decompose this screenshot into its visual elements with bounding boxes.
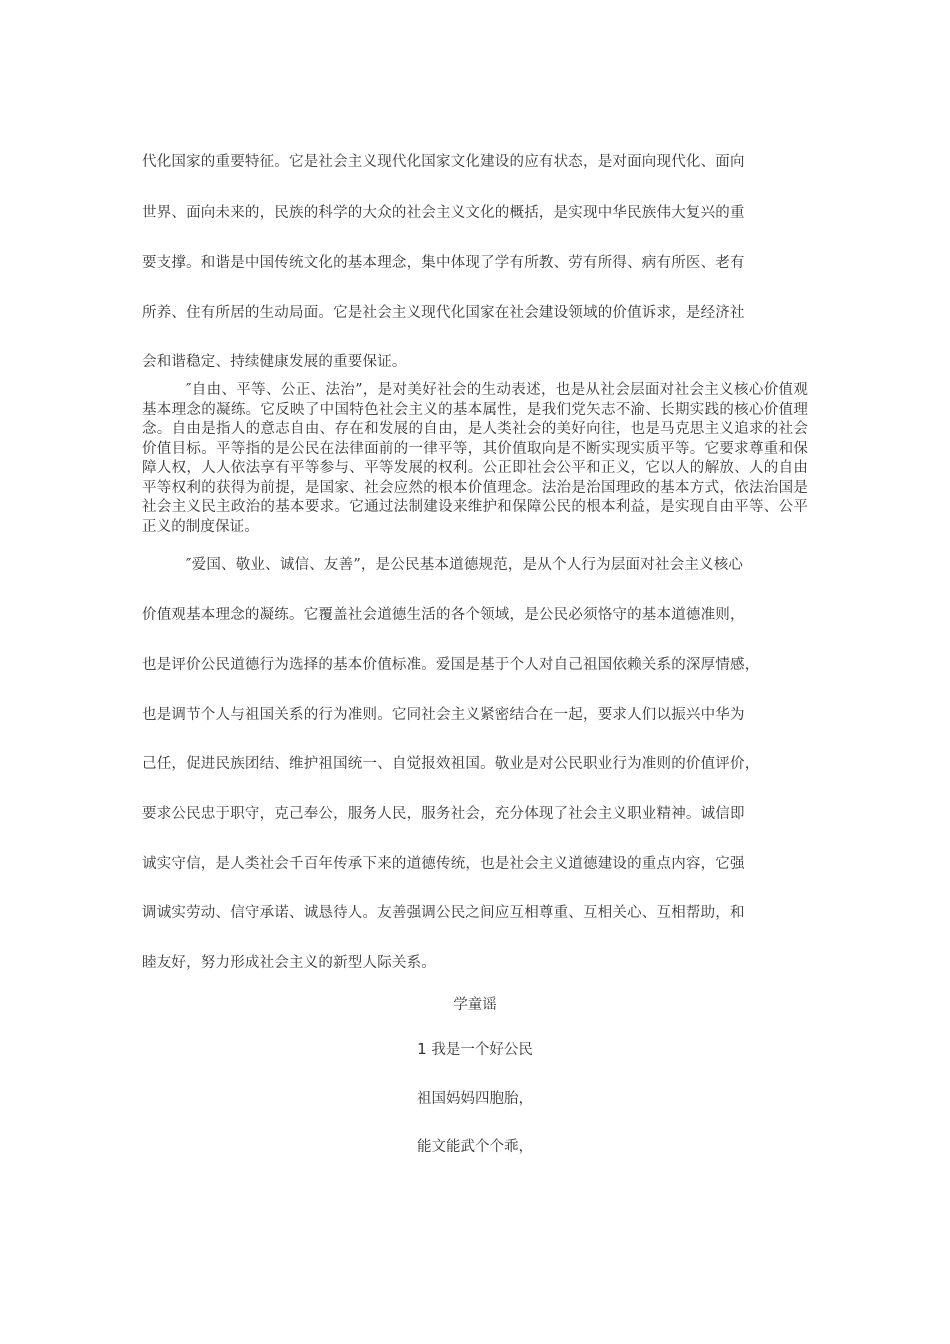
song-subtitle: 我是一个好公民 (431, 1042, 533, 1058)
paragraph-3-line-1: ″爱国、敬业、诚信、友善”，是公民基本道德规范，是从个人行为层面对社会主义核心 (186, 557, 744, 573)
song-heading (0, 1038, 950, 1059)
song-title: 学童谣 (453, 997, 497, 1013)
paragraph-3-line-9: 睦友好，努力形成社会主义的新型人际关系。 (142, 955, 436, 971)
song-verse-line-1: 祖国妈妈四胞胎， (417, 1091, 533, 1107)
paragraph-1-line-4: 所养、住有所居的生动局面。它是社会主义现代化国家在社会建设领域的价值诉求，是经济社 (142, 305, 745, 321)
paragraph-1-line-1: 代化国家的重要特征。它是社会主义现代化国家文化建设的应有状态，是对面向现代化、面向 (142, 154, 745, 170)
paragraph-2: ″自由、平等、公正、法治”，是对美好社会的生动表述，也是从社会层面对社会主义核心价值观基本理念的凝练。它反映了中国特色社会主义的基本属性，是我们党矢志不渝、长期实践的核心价值理念。自由是指人的意志自由、存在和发展的自由，是人类社会的美好向往，也是马克思主义追求的社会价值目标。平等指的是公民在法律面前的一律平等，其价值取向是不断实现实质平等。它要求尊重和保障人权，人人依法享有平等参与、平等发展的权利。公正即社会公平和正义，它以人的解放、人的自由平等权利的获得为前提，是国家、社会应然的根本价值理念。法治是治国理政的基本方式，依法治国是社会主义民主政治的基本要求。它通过法制建设来维护和保障公民的根本利益，是实现自由平等、公平正义的制度保证。 (142, 382, 808, 535)
paragraph-3-line-5: 己任，促进民族团结、维护祖国统一、自觉报效祖国。敬业是对公民职业行为准则的价值评价， (142, 756, 760, 772)
paragraph-1-line-3: 要支撑。和谐是中国传统文化的基本理念，集中体现了学有所教、劳有所得、病有所医、老有 (142, 255, 745, 271)
song-verse-line-2: 能文能武个个乖， (417, 1139, 533, 1155)
paragraph-3-line-6: 要求公民忠于职守，克己奉公，服务人民，服务社会，充分体现了社会主义职业精神。诚信即 (142, 806, 745, 822)
paragraph-1-line-5: 会和谐稳定、持续健康发展的重要保证。 (142, 354, 407, 370)
paragraph-3-line-4: 也是调节个人与祖国关系的行为准则。它同社会主义紧密结合在一起，要求人们以振兴中华为 (142, 707, 745, 723)
paragraph-1-line-2: 世界、面向未来的，民族的科学的大众的社会主义文化的概括，是实现中华民族伟大复兴的重 (142, 205, 745, 221)
paragraph-3-line-2: 价值观基本理念的凝练。它覆盖社会道德生活的各个领域，是公民必须恪守的基本道德准则， (142, 607, 745, 623)
song-number: 1 (417, 1040, 427, 1058)
paragraph-3-line-7: 诚实守信，是人类社会千百年传承下来的道德传统，也是社会主义道德建设的重点内容，它强 (142, 856, 745, 872)
paragraph-3-line-3: 也是评价公民道德行为选择的基本价值标准。爱国是基于个人对自己祖国依赖关系的深厚情感， (142, 657, 760, 673)
paragraph-3-line-8: 调诚实劳动、信守承诺、诚恳待人。友善强调公民之间应互相尊重、互相关心、互相帮助，和 (142, 905, 745, 921)
